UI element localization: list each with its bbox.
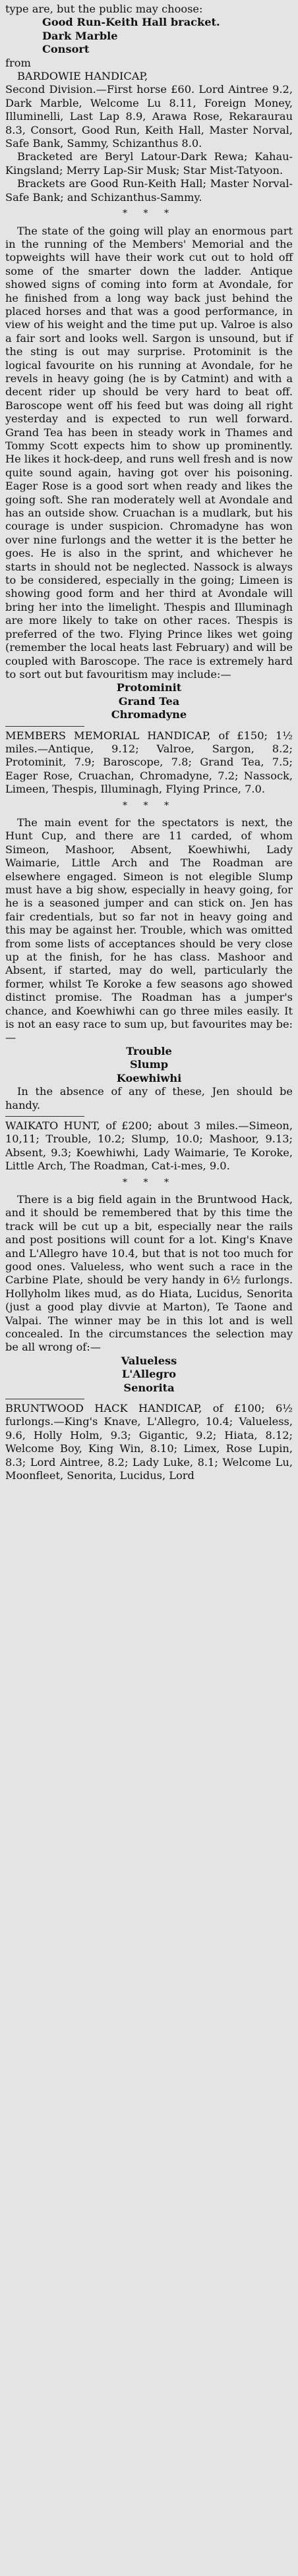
selection-horse: L'Allegro (121, 1368, 177, 1381)
race-selections (5, 1355, 293, 1395)
article-paragraph: There is a big field again in the Bruntwood Hack, and it should be remembered that by this time the track will be cut up a bit, especially near the rails and post positions will count for a lot. King's Knave and L'Allegro have 10.4, but that is not too much for good ones. Valueless, who went such a race in the Carbine Plate, should be very handy in 6½ furlongs. Hollyholm likes mud, as do Hiata, Lucidus, Senorita (just a good play divvie at Marton), Te Taone and Valpai. The winner may be in this lot and is well concealed. In the circumstances the selection may be all wrong of:— (5, 1192, 293, 1354)
article-paragraph: The main event for the spectators is next, the Hunt Cup, and there are 11 carded, of whom Simeon, Mashoor, Absent, Koewhiwhi, Lady Waimarie, Little Arch and The Roadman are elsewhere engaged. Simeon is not elegible Slump must have a big show, especially in heavy going, for he is a seasoned jumper and can stick on. Jen has fair credentials, but so far not in heavy going and this may be against her. Trouble, which was omitted from some lists of acceptances should be very close up at the finish, for he has class. Mashoor and Absent, if started, may do well, particularly the former, whilst Te Koroke a few seasons ago showed distinct promise. The Roadman has a jumper's chance, and Koewhiwhi can go three miles easily. It is not an easy race to sum up, but favourites may be:— (5, 816, 293, 1044)
race-selections (5, 681, 293, 721)
article-paragraph: Second Division.—First horse £60. Lord Aintree 9.2, Dark Marble, Welcome Lu 8.11, Foreign Money, Illuminelli, Last Lap 8.9, Arawa Rose, Rekaraurau 8.3, Consort, Good Run, Keith Hall, Master Norval, Safe Bank, Sammy, Schizanthus 8.0. (5, 83, 293, 150)
from-label: from (5, 56, 31, 69)
section-divider-rule (5, 1116, 84, 1117)
article-paragraph: Bracketed are Beryl Latour-Dark Rewa; Kahau-Kingsland; Merry Lap-Sir Musk; Star Mist-Tatyoon. (5, 150, 293, 177)
selection-horse: Good Run-Keith Hall bracket. (42, 16, 220, 29)
section-divider-stars: * * * (123, 1177, 175, 1188)
race-selections (5, 1045, 293, 1085)
article-paragraph: BRUNTWOOD HACK HANDICAP, of £100; 6½ furlongs.—King's Knave, L'Allegro, 10.4; Valueless, 9.6, Holly Holm, 9.3; Gigantic, 9.2; Hiata, 8.12; Welcome Boy, King Win, 8.10; Limex, Rose Lupin, 8.3; Lord Aintree, 8.2; Lady Luke, 8.1; Welcome Lu, Moonfleet, Senorita, Lucidus, Lord (5, 1402, 293, 1482)
article-paragraph: WAIKATO HUNT, of £200; about 3 miles.—Simeon, 10,11; Trouble, 10.2; Slump, 10.0; Mashoor, 9.13; Absent, 9.3; Koewhiwhi, Lady Waimarie, Te Koroke, Little Arch, The Roadman, Cat-i-mes, 9.0. (5, 1119, 293, 1173)
article-paragraph: The state of the going will play an enormous part in the running of the Members' Memorial and the topweights will have their work cut out to hold off some of the smarter down the ladder. Antique showed signs of coming into form at Avondale, for he finished from a long way back just behind the placed horses and that was a good performance, in view of his weight and the time put up. Valroe is also a fair sort and looks well. Sargon is unsound, but if the sting is out may surprise. Protominit is the logical favourite on his running at Avondale, for he revels in heavy going (he is by Catmint) and with a decent rider up should be very hard to beat off. Baroscope went off his feed but was doing all right yesterday and is expected to run well forward. Grand Tea has been in steady work in Thames and Tommy Scott expects him to show up prominently. He likes it hock-deep, and runs well fresh and is now quite sound again, having got over his poisoning. Eager Rose is a good sort when ready and likes the going soft. She ran moderately well at Avondale and has an outside show. Cruachan is a mudlark, but his courage is under suspicion. Chromadyne has won over nine furlongs and the wetter it is the better he goes. He is also in the sprint, and whichever he starts in should not be neglected. Nassock is always to be considered, especially in the going; Limeen is showing good form and her third at Avondale will bring her into the limelight. Thespis and Illuminagh are more likely to take on other races. Thespis is preferred of the two. Flying Prince likes wet going (remember the local heats last February) and will be coupled with Baroscope. The race is extremely hard to sort out but favouritism may include:— (5, 224, 293, 681)
section-divider-rule (5, 726, 84, 727)
selection-horse: Valueless (121, 1354, 177, 1367)
selection-horse: Trouble (126, 1044, 172, 1057)
race-selections (5, 16, 293, 56)
section-divider-stars: * * * (123, 208, 175, 219)
article-paragraph: type are, but the public may choose: (5, 3, 203, 15)
article-paragraph: In the absence of any of these, Jen should be handy. (5, 1085, 293, 1111)
section-divider-stars: * * * (123, 800, 175, 811)
selection-horse: Slump (129, 1058, 169, 1071)
selection-horse: Protominit (116, 681, 182, 694)
race-heading: BARDOWIE HANDICAP, (17, 70, 148, 83)
selection-horse: Koewhiwhi (116, 1071, 182, 1084)
selection-horse: Consort (42, 43, 90, 56)
newspaper-column (5, 0, 293, 1482)
selection-horse: Grand Tea (118, 694, 180, 708)
article-paragraph: MEMBERS MEMORIAL HANDICAP, of £150; 1½ miles.—Antique, 9.12; Valroe, Sargon, 8.2; Protominit, 7.9; Baroscope, 7.8; Grand Tea, 7.5; Eager Rose, Cruachan, Chromadyne, 7.2; Nassock, Limeen, Thespis, Illuminagh, Flying Prince, 7.0. (5, 729, 293, 796)
article-paragraph: Brackets are Good Run-Keith Hall; Master Norval-Safe Bank; and Schizanthus-Sammy. (5, 177, 293, 204)
selection-horse: Senorita (123, 1381, 175, 1394)
selection-horse: Dark Marble (42, 29, 118, 42)
selection-horse: Chromadyne (111, 708, 187, 721)
